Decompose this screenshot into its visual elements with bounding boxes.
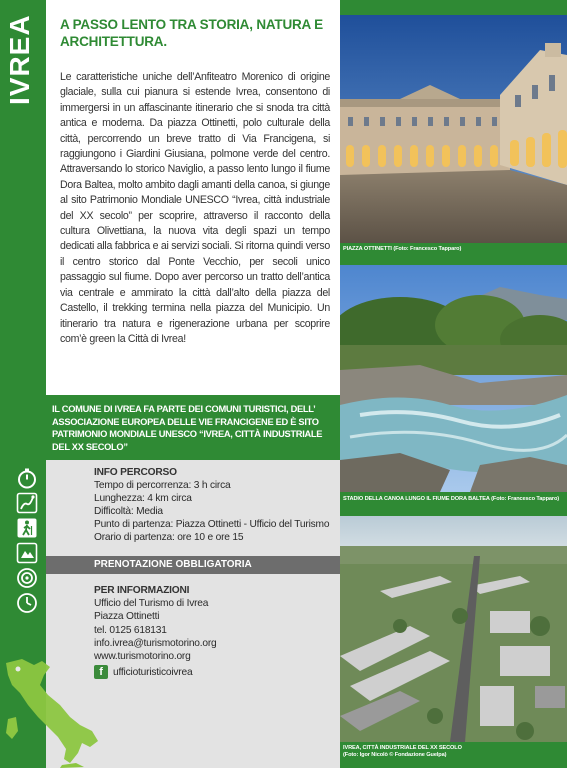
contact-title: PER INFORMAZIONI: [94, 585, 190, 596]
facebook-handle[interactable]: ufficioturisticoivrea: [113, 666, 193, 678]
info-line: Difficoltà: Media: [94, 506, 163, 517]
prenotazione-bar: [46, 556, 340, 574]
caption-credit: (Foto: Francesco Tapparo): [393, 246, 462, 252]
caption-title: STADIO DELLA CANOA LUNGO IL FIUME DORA BALTEA: [343, 496, 490, 502]
hiker-icon: [16, 517, 38, 539]
contact-info: [94, 584, 334, 679]
info-line: Orario di partenza: ore 10 e ore 15: [94, 532, 244, 543]
banner-text: IL COMUNE DI IVREA FA PARTE DEI COMUNI TURISTICI, DELL’ ASSOCIAZIONE EUROPEA DELLE VIE FRANCIGENE ED È SITO PATRIMONIO MONDIALE UNESCO “IVREA, CITTÀ INDUSTRIALE DEL XX SECOLO”: [52, 404, 323, 452]
contact-line: Ufficio del Turismo di Ivrea: [94, 598, 209, 610]
facebook-icon: f: [94, 665, 108, 679]
side-title: IVREA: [4, 14, 35, 105]
facebook-row[interactable]: [94, 665, 334, 679]
caption-credit: (Foto: Francesco Tapparo): [491, 496, 560, 502]
phone-number: tel. 0125 618131: [94, 624, 167, 636]
email-link[interactable]: info.ivrea@turismotorino.org: [94, 637, 217, 649]
info-line: Lunghezza: 4 km circa: [94, 493, 192, 504]
caption-credit: (Foto: Igor Nicolò © Fondazione Guelpa): [343, 752, 447, 758]
photo-caption-2: [343, 496, 559, 503]
side-strip: [0, 0, 46, 395]
photo-column: [340, 0, 567, 768]
photo-caption-3: [343, 745, 462, 759]
caption-title: PIAZZA OTTINETTI: [343, 246, 392, 252]
icon-column: [16, 467, 44, 617]
clock-icon: [16, 592, 38, 614]
prenotazione-text: PRENOTAZIONE OBBLIGATORIA: [94, 559, 252, 570]
body-text: Le caratteristiche uniche dell’Anfiteatro Morenico di origine glaciale, sulla cui pianura si estende Ivrea, consentono di immergersi in un affascinante itinerario che si snoda tra città antica e moderna. Da piazza Ottinetti, polo culturale della città, percorrendo un breve tratto di Via Francigena, si raggiungono i Giardini Giusiana, polmone verde del centro. Attraversando lo storico Naviglio, a passo lento lungo il fiume Dora Baltea, molto ambito dagli amanti della canoa, si giunge al sito Patrimonio Mondiale UNESCO “Ivrea, città industriale del XX secolo” per scoprire, attraverso il racconto della cultura Olivettiana, la nuova vita degli spazi un tempo dedicati alla fabbrica e ai servizi sociali. Si ritorna quindi verso il centro storico dal Ponte Vecchio, per secoli unico passaggio sul fiume. Dopo aver percorso un tratto dell’antica via centrale e ammirato la città dall’alto della piazza del Castello, il trekking termina nella piazza del Municipio. Un itinerario tra natura e rigenerazione urbana per scoprire com’è green la Città di Ivrea!: [60, 71, 330, 345]
unesco-banner: [46, 395, 340, 460]
trail-sign-icon: [16, 542, 38, 564]
caption-title: IVREA, CITTÀ INDUSTRIALE DEL XX SECOLO: [343, 745, 462, 751]
website-link[interactable]: www.turismotorino.org: [94, 651, 191, 663]
target-icon: [16, 567, 38, 589]
info-line: Tempo di percorrenza: 3 h circa: [94, 480, 231, 491]
photo-piazza-ottinetti: [340, 15, 567, 243]
text-panel: [46, 0, 340, 395]
photo-citta-industriale: [340, 516, 567, 742]
info-line: Punto di partenza: Piazza Ottinetti - Ufficio del Turismo: [94, 519, 330, 530]
photo-stadio-canoa: [340, 265, 567, 492]
italy-map-icon: [0, 655, 110, 768]
info-title: INFO PERCORSO: [94, 467, 177, 478]
stopwatch-icon: [16, 467, 38, 489]
headline: A PASSO LENTO TRA STORIA, NATURA E ARCHITETTURA.: [60, 17, 323, 49]
photo-caption-1: [343, 246, 461, 253]
route-icon: [16, 492, 38, 514]
contact-line: Piazza Ottinetti: [94, 611, 160, 623]
info-percorso: [94, 466, 334, 544]
